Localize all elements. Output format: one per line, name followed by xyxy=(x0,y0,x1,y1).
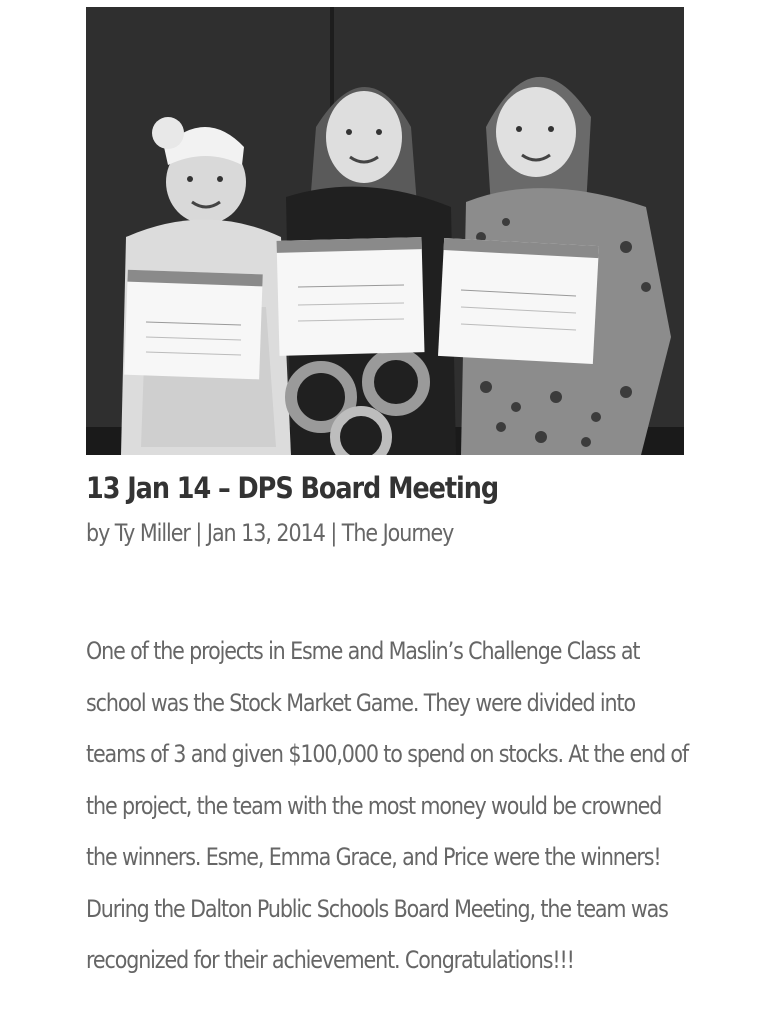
post-meta xyxy=(86,519,600,547)
blog-post xyxy=(86,7,684,547)
post-date: Jan 13, 2014 xyxy=(206,518,325,547)
post-title[interactable]: 13 Jan 14 – DPS Board Meeting xyxy=(86,471,499,505)
featured-image[interactable] xyxy=(86,7,684,455)
meta-separator: | xyxy=(195,518,202,547)
author-link[interactable]: Ty Miller xyxy=(114,518,190,547)
post-paragraph: One of the projects in Esme and Maslin’s Challenge Class at school was the Stock Market Game. They were divided into teams of 3 and given $100,000 to spend on stocks. At the end of the project, the team with the most money would be crowned the winners. Esme, Emma Grace, and Price were the winners! During the Dalton Public Schools Board Meeting, the team was recognized for their achievement. Congratulations!!! xyxy=(86,637,689,974)
photo-illustration xyxy=(86,7,684,455)
byline-prefix: by xyxy=(86,518,110,547)
certificate-3 xyxy=(438,238,599,364)
meta-separator: | xyxy=(330,518,337,547)
certificate-2 xyxy=(277,237,425,356)
post-content xyxy=(86,626,696,987)
category-link[interactable]: The Journey xyxy=(341,518,454,547)
certificate-1 xyxy=(124,270,263,380)
